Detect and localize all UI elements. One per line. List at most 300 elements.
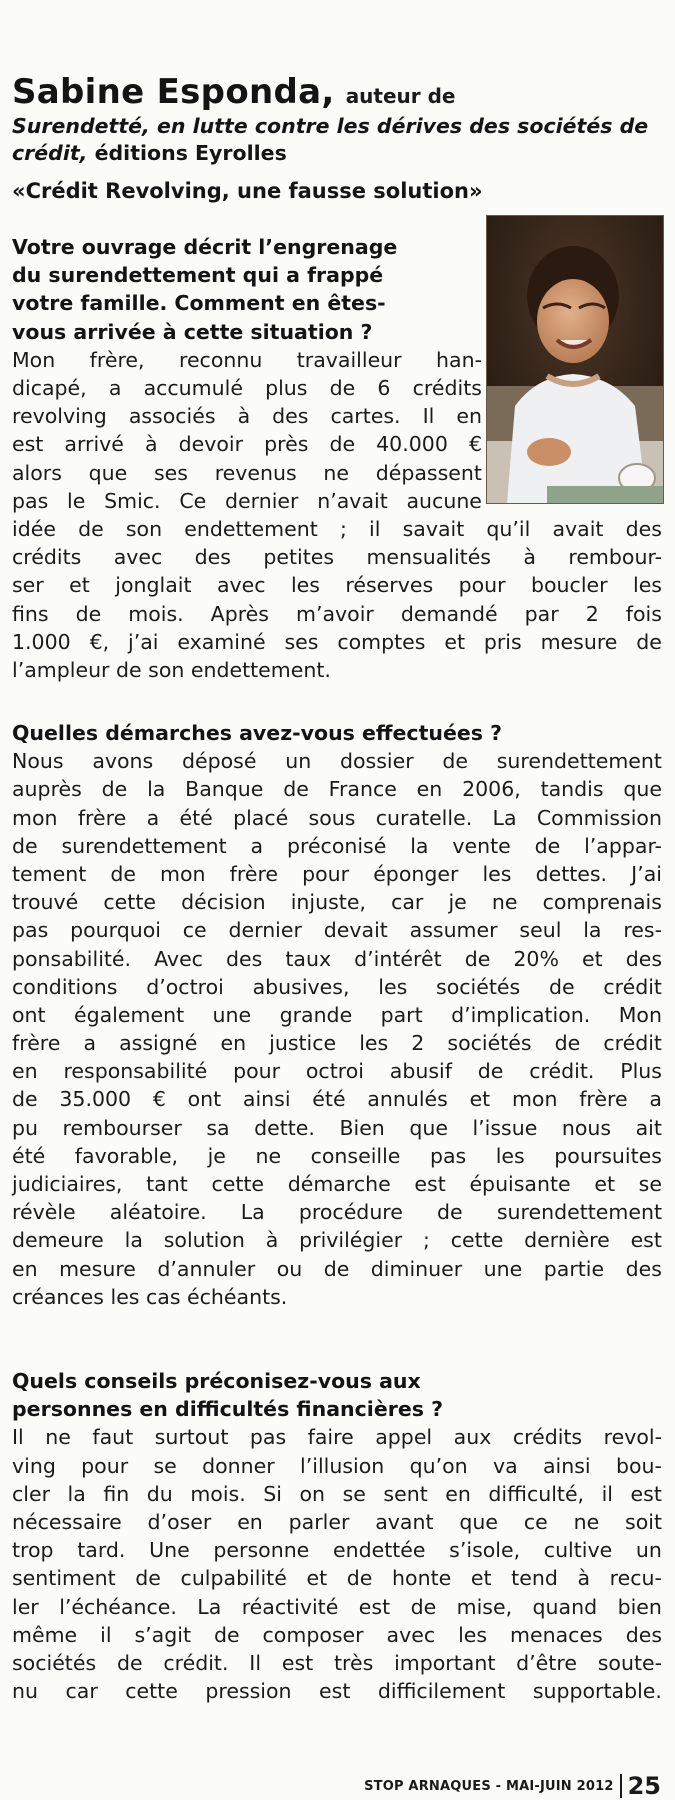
word: fin bbox=[103, 1481, 130, 1506]
word: d’annuler bbox=[157, 1256, 256, 1281]
word: Nous bbox=[12, 749, 64, 774]
word: frère bbox=[12, 1031, 61, 1056]
answer-line bbox=[12, 1649, 662, 1677]
word: d’oser bbox=[147, 1509, 212, 1534]
answer-line bbox=[12, 1085, 662, 1113]
word: conseille bbox=[310, 1143, 401, 1168]
word: avons bbox=[92, 749, 154, 774]
word: réserves bbox=[345, 573, 434, 598]
word: frère bbox=[77, 805, 127, 830]
word: ving bbox=[12, 1453, 56, 1478]
word: que bbox=[459, 1509, 498, 1534]
word: ce bbox=[182, 918, 207, 943]
word: petites bbox=[263, 545, 335, 570]
word: que bbox=[623, 777, 662, 802]
word: la bbox=[583, 918, 602, 943]
word: ainsi bbox=[542, 1453, 591, 1478]
word: ; bbox=[422, 1228, 430, 1253]
word: avait bbox=[552, 517, 604, 541]
word: et bbox=[306, 1566, 328, 1591]
answer-line bbox=[12, 374, 482, 402]
answer-line bbox=[12, 1057, 662, 1085]
word: tend bbox=[511, 1566, 558, 1591]
word: que bbox=[88, 460, 128, 485]
word: ne bbox=[491, 890, 518, 915]
word: les bbox=[633, 573, 662, 598]
word: de bbox=[135, 1566, 161, 1591]
word: ses bbox=[284, 629, 319, 654]
word: faut bbox=[92, 1425, 134, 1450]
answer-line bbox=[12, 1621, 662, 1649]
word: des bbox=[625, 946, 662, 971]
word: diminuer bbox=[370, 1256, 463, 1281]
answer-line bbox=[12, 543, 662, 571]
word: car bbox=[65, 1679, 98, 1704]
word: est bbox=[281, 1650, 314, 1675]
word: ou bbox=[276, 1256, 303, 1281]
word: injuste, bbox=[290, 890, 366, 915]
word: partie bbox=[543, 1256, 605, 1281]
word: mensualités bbox=[366, 545, 491, 570]
word: est bbox=[358, 1594, 391, 1619]
answer-line bbox=[12, 860, 662, 888]
word: et bbox=[469, 1087, 491, 1112]
word: mon bbox=[511, 1087, 558, 1112]
word: poursuites bbox=[554, 1143, 662, 1168]
word: la bbox=[67, 1481, 86, 1506]
word: assumer bbox=[409, 918, 498, 943]
book-title-italic: Surendetté, en lutte contre les dérives des sociétés de crédit, bbox=[12, 114, 649, 165]
word: associés bbox=[128, 404, 216, 429]
word: pression bbox=[205, 1679, 292, 1704]
word: et bbox=[594, 1172, 615, 1196]
word: de bbox=[283, 777, 309, 802]
word: cette bbox=[125, 1679, 178, 1704]
word: de bbox=[410, 1594, 437, 1619]
word: de bbox=[437, 1200, 463, 1225]
word: crédit bbox=[603, 1031, 662, 1056]
word: cartes. bbox=[330, 404, 401, 429]
word: cette bbox=[211, 1172, 265, 1196]
word: arrivé bbox=[64, 432, 124, 457]
answer-line bbox=[12, 600, 662, 628]
word: savait bbox=[402, 517, 465, 541]
word: tant bbox=[146, 1172, 188, 1196]
word: en bbox=[220, 1031, 247, 1056]
answer-line bbox=[12, 515, 662, 543]
word: préconisé bbox=[286, 833, 387, 858]
word: de bbox=[323, 1256, 350, 1281]
word: Il bbox=[249, 1650, 262, 1675]
word: sociétés bbox=[436, 974, 521, 999]
word: crédits bbox=[412, 375, 482, 400]
word: de bbox=[477, 1059, 504, 1084]
word: surendettement bbox=[61, 833, 227, 858]
word: Ce bbox=[179, 488, 207, 513]
word: en bbox=[12, 1256, 38, 1281]
answer-line bbox=[12, 487, 482, 515]
word: dettes. bbox=[535, 861, 608, 886]
word: les bbox=[378, 974, 408, 999]
word: personne bbox=[213, 1538, 310, 1563]
word: ses bbox=[153, 460, 188, 485]
word: 2 bbox=[585, 601, 599, 626]
word: pour bbox=[302, 861, 350, 886]
question-line: votre famille. Comment en êtes- bbox=[12, 291, 386, 316]
word: Après bbox=[210, 601, 269, 626]
word: un bbox=[635, 1538, 662, 1563]
word: à bbox=[265, 1228, 279, 1253]
word: fins bbox=[12, 601, 49, 626]
word: tandis bbox=[540, 777, 604, 802]
word: les bbox=[458, 1622, 488, 1647]
word: surendettement bbox=[496, 749, 662, 774]
word: ; bbox=[339, 517, 347, 541]
word: ne bbox=[573, 1509, 600, 1534]
answer-text: créances les cas échéants. bbox=[12, 1284, 288, 1309]
word: a bbox=[146, 805, 160, 830]
word: idée bbox=[12, 517, 56, 541]
word: bien bbox=[617, 1594, 662, 1619]
word: d’implication. bbox=[451, 1002, 591, 1027]
answer-text: l’ampleur de son endettement. bbox=[12, 657, 331, 682]
answer-line bbox=[12, 1001, 662, 1029]
word: culpabilité bbox=[180, 1566, 287, 1591]
word: qu’il bbox=[486, 517, 531, 541]
word: ler bbox=[12, 1594, 39, 1619]
word: à bbox=[144, 432, 158, 457]
word: ne bbox=[45, 1425, 71, 1450]
word: Mon bbox=[618, 1002, 662, 1027]
word: pas bbox=[12, 918, 49, 943]
word: comprenais bbox=[542, 890, 662, 915]
word: très bbox=[333, 1650, 374, 1675]
word: cette bbox=[103, 890, 156, 915]
word: est bbox=[630, 1228, 662, 1253]
word: épuisante bbox=[469, 1172, 571, 1196]
word: sentiment bbox=[12, 1566, 116, 1591]
word: auprès bbox=[12, 777, 82, 802]
word: est bbox=[12, 432, 44, 457]
word: s’isole, bbox=[449, 1538, 521, 1563]
word: J’ai bbox=[631, 861, 662, 886]
word: pour bbox=[458, 573, 506, 598]
word: solution bbox=[163, 1228, 245, 1253]
word: frère bbox=[229, 861, 279, 886]
word: mise, bbox=[456, 1594, 513, 1619]
word: également bbox=[74, 1002, 185, 1027]
word: de bbox=[213, 1622, 240, 1647]
word: et bbox=[581, 946, 603, 971]
word: même bbox=[12, 1622, 78, 1647]
word: Bien bbox=[339, 1115, 385, 1140]
word: frère, bbox=[89, 347, 145, 372]
word: 40.000 bbox=[376, 432, 448, 457]
word: est bbox=[319, 1679, 351, 1704]
word: de bbox=[78, 517, 104, 541]
word: de bbox=[554, 1031, 581, 1056]
word: révèle bbox=[12, 1200, 76, 1225]
word: Il bbox=[422, 404, 435, 429]
word: de bbox=[534, 833, 561, 858]
word: cette bbox=[450, 1228, 504, 1253]
interview-title: «Crédit Revolving, une fausse solution» bbox=[12, 179, 483, 203]
answer-line bbox=[12, 945, 662, 973]
answer-line bbox=[12, 571, 662, 599]
answer-line bbox=[12, 1593, 662, 1621]
word: l’illusion bbox=[300, 1453, 385, 1478]
question-line: Votre ouvrage décrit l’engrenage bbox=[12, 235, 398, 259]
word: favorable, bbox=[74, 1143, 179, 1168]
word: que bbox=[409, 1115, 448, 1140]
answer-line bbox=[12, 459, 482, 487]
word: nu bbox=[12, 1679, 38, 1704]
word: il bbox=[100, 1622, 112, 1647]
word: Avec bbox=[154, 946, 203, 971]
word: des bbox=[226, 946, 263, 971]
question-line: personnes en difficultés financières ? bbox=[12, 1397, 443, 1422]
word: € bbox=[468, 432, 482, 457]
word: boucler bbox=[531, 573, 608, 598]
word: demandé bbox=[400, 601, 498, 626]
answer-line bbox=[12, 430, 482, 458]
answer-line bbox=[12, 656, 662, 684]
word: à bbox=[523, 545, 536, 570]
word: France bbox=[328, 777, 397, 802]
word: sociétés bbox=[12, 1650, 97, 1675]
word: trop bbox=[12, 1538, 54, 1563]
word: tard. bbox=[77, 1538, 126, 1563]
word: de bbox=[12, 833, 38, 858]
word: pourquoi bbox=[70, 918, 161, 943]
word: et bbox=[470, 1566, 492, 1591]
word: car bbox=[391, 890, 424, 915]
word: se bbox=[153, 1453, 177, 1478]
word: je bbox=[448, 890, 467, 915]
question-line: Quels conseils préconisez-vous aux bbox=[12, 1369, 421, 1393]
word: en bbox=[456, 404, 482, 429]
word: dicapé, bbox=[12, 375, 87, 400]
word: les bbox=[290, 573, 320, 598]
word: je bbox=[207, 1143, 226, 1168]
word: est bbox=[630, 1481, 662, 1506]
answer-line bbox=[12, 1226, 662, 1254]
word: recu- bbox=[609, 1566, 662, 1591]
word: 35.000 bbox=[59, 1087, 132, 1112]
word: honte bbox=[392, 1566, 452, 1591]
word: conditions bbox=[12, 974, 118, 999]
word: dette. bbox=[254, 1115, 315, 1140]
word: j’ai bbox=[128, 629, 159, 654]
word: l’issue bbox=[472, 1115, 538, 1140]
word: Banque bbox=[185, 777, 264, 802]
word: alors bbox=[12, 460, 62, 485]
word: soit bbox=[625, 1509, 662, 1534]
answer-line bbox=[12, 1170, 662, 1198]
word: de bbox=[329, 375, 356, 400]
word: sa bbox=[206, 1115, 230, 1140]
word: de bbox=[346, 1566, 373, 1591]
word: la bbox=[147, 777, 166, 802]
word: ser bbox=[12, 573, 44, 598]
word: l’échéance. bbox=[59, 1594, 177, 1619]
word: faire bbox=[307, 1425, 354, 1450]
answer-line bbox=[12, 1029, 662, 1057]
word: en bbox=[445, 1481, 471, 1506]
answer-line bbox=[12, 1198, 662, 1226]
word: de bbox=[442, 749, 468, 774]
word: il bbox=[601, 1481, 614, 1506]
word: des bbox=[625, 517, 662, 541]
word: de bbox=[116, 1650, 143, 1675]
word: dernière bbox=[524, 1228, 610, 1253]
word: ne bbox=[323, 460, 350, 485]
word: Il bbox=[12, 1425, 24, 1450]
word: fois bbox=[625, 601, 662, 626]
word: abusives, bbox=[252, 974, 350, 999]
word: La bbox=[492, 805, 517, 830]
word: cler bbox=[12, 1481, 51, 1506]
word: ponsabilité. bbox=[12, 946, 132, 971]
word: avec bbox=[216, 573, 266, 598]
word: 20% bbox=[513, 946, 559, 971]
answer-line bbox=[12, 402, 482, 430]
word: endettée bbox=[332, 1538, 426, 1563]
word: endettement bbox=[184, 517, 318, 541]
word: une bbox=[212, 1002, 252, 1027]
word: demeure bbox=[12, 1228, 104, 1253]
word: a bbox=[250, 833, 264, 858]
word: supportable. bbox=[532, 1679, 662, 1704]
word: rembourser bbox=[62, 1115, 182, 1140]
word: de bbox=[110, 861, 136, 886]
word: de bbox=[12, 1087, 38, 1112]
word: m’avoir bbox=[296, 601, 374, 626]
word: été bbox=[179, 805, 213, 830]
word: difficilement bbox=[377, 1679, 506, 1704]
word: La bbox=[197, 1594, 222, 1619]
word: judiciaires, bbox=[12, 1172, 123, 1196]
word: part bbox=[380, 1002, 423, 1027]
word: pour bbox=[233, 1059, 281, 1084]
word: crédit. bbox=[163, 1650, 229, 1675]
word: démarche bbox=[287, 1172, 391, 1196]
word: mesure bbox=[59, 1256, 136, 1281]
section-1-wide bbox=[12, 515, 662, 684]
word: éponger bbox=[373, 861, 459, 886]
word: Si bbox=[263, 1481, 282, 1506]
word: annulés bbox=[367, 1087, 448, 1112]
word: nous bbox=[561, 1115, 612, 1140]
answer-line bbox=[12, 832, 662, 860]
word: se bbox=[638, 1172, 662, 1196]
word: difficulté, bbox=[488, 1481, 585, 1506]
word: été bbox=[12, 1143, 46, 1168]
word: crédit. bbox=[529, 1059, 595, 1084]
word: près bbox=[264, 432, 309, 457]
word: justice bbox=[269, 1031, 337, 1056]
answer-line bbox=[12, 1452, 662, 1480]
book-title bbox=[12, 113, 662, 167]
word: un bbox=[285, 749, 312, 774]
answer-line bbox=[12, 804, 662, 832]
word: placé bbox=[233, 805, 289, 830]
word: Plus bbox=[620, 1059, 662, 1084]
word: il bbox=[369, 517, 381, 541]
word: quand bbox=[532, 1594, 598, 1619]
word: assigné bbox=[119, 1031, 198, 1056]
word: composer bbox=[262, 1622, 364, 1647]
word: de bbox=[75, 601, 102, 626]
word: 1.000 bbox=[12, 629, 71, 654]
word: surendettement bbox=[496, 1200, 662, 1225]
word: d’octroi bbox=[146, 974, 224, 999]
word: soute- bbox=[597, 1650, 662, 1675]
answer-line bbox=[12, 1142, 662, 1170]
word: accumulé bbox=[143, 375, 243, 400]
footer-divider bbox=[620, 1774, 622, 1798]
word: appel bbox=[375, 1425, 433, 1450]
word: parler bbox=[288, 1509, 350, 1534]
word: on bbox=[299, 1481, 326, 1506]
word: trouvé bbox=[12, 890, 79, 915]
word: aux bbox=[453, 1425, 492, 1450]
word: sous bbox=[308, 805, 356, 830]
word: d’être bbox=[516, 1650, 577, 1675]
answer-line bbox=[12, 1114, 662, 1142]
word: vente bbox=[452, 833, 511, 858]
word: mois. bbox=[128, 601, 184, 626]
word: de bbox=[329, 432, 356, 457]
word: frère bbox=[579, 1087, 628, 1112]
word: sociétés bbox=[447, 1031, 532, 1056]
answer-line bbox=[12, 888, 662, 916]
word: ont bbox=[187, 1087, 222, 1112]
word: et bbox=[69, 573, 90, 598]
question-line: du surendettement qui a frappé bbox=[12, 263, 384, 288]
word: bou- bbox=[615, 1453, 662, 1478]
answer-line bbox=[12, 1677, 662, 1705]
word: de bbox=[636, 629, 662, 654]
word: d’intérêt bbox=[354, 946, 442, 971]
word: en bbox=[416, 777, 443, 802]
word: revenus bbox=[214, 460, 297, 485]
answer-line bbox=[12, 747, 662, 775]
word: par bbox=[524, 601, 559, 626]
word: mesure bbox=[540, 629, 618, 654]
author-heading bbox=[12, 72, 662, 112]
author-role: auteur de bbox=[345, 84, 456, 108]
word: a bbox=[108, 375, 122, 400]
word: ait bbox=[635, 1115, 662, 1140]
word: 2 bbox=[411, 1031, 425, 1056]
word: des bbox=[625, 1256, 662, 1281]
word: reconnu bbox=[178, 347, 263, 372]
word: son bbox=[125, 517, 163, 541]
word: est bbox=[414, 1172, 446, 1196]
section-3 bbox=[12, 1367, 662, 1705]
word: de bbox=[464, 946, 491, 971]
word: de bbox=[101, 777, 128, 802]
word: la bbox=[124, 1228, 143, 1253]
word: Commission bbox=[536, 805, 662, 830]
word: pas bbox=[249, 1425, 287, 1450]
word: res- bbox=[623, 918, 662, 943]
word: du bbox=[146, 1481, 173, 1506]
word: tement bbox=[12, 861, 87, 886]
word: jonglait bbox=[115, 573, 192, 598]
word: curatelle. bbox=[375, 805, 473, 830]
